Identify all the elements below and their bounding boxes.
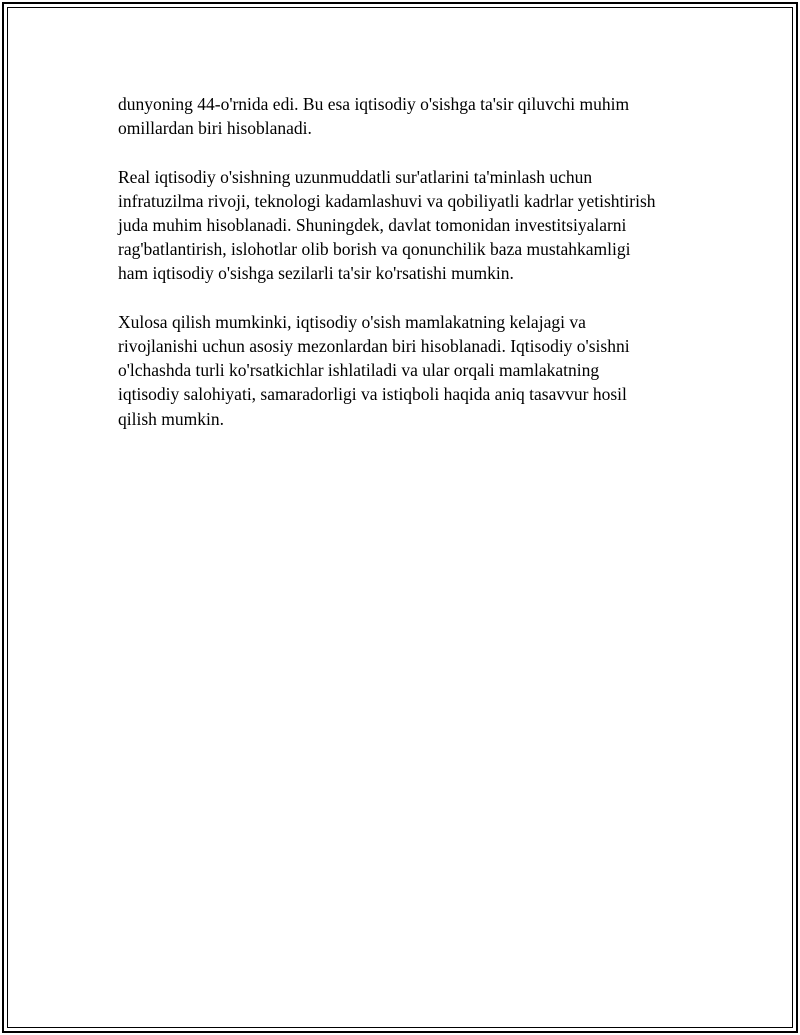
text-line: ham iqtisodiy o'sishga sezilarli ta'sir ko'rsatishi mumkin. — [118, 263, 514, 284]
document-body — [118, 92, 698, 455]
text-line: Xulosa qilish mumkinki, iqtisodiy o'sish mamlakatning kelajagi va — [118, 311, 586, 332]
text-line: Real iqtisodiy o'sishning uzunmuddatli sur'atlarini ta'minlash uchun — [118, 166, 593, 187]
text-line: o'lchashda turli ko'rsatkichlar ishlatiladi va ular orqali mamlakatning — [118, 360, 600, 381]
text-line: juda muhim hisoblanadi. Shuningdek, davlat tomonidan investitsiyalarni — [118, 215, 627, 235]
text-line: iqtisodiy salohiyati, samaradorligi va istiqboli haqida aniq tasavvur hosil — [118, 384, 627, 405]
paragraph-1 — [118, 92, 698, 140]
text-line: infratuzilma rivoji, teknologi kadamlashuvi va qobiliyatli kadrlar yetishtirish — [118, 190, 656, 211]
text-line: rivojlanishi uchun asosiy mezonlardan biri hisoblanadi. Iqtisodiy o'sishni — [118, 336, 630, 356]
text-line: omillardan biri hisoblanadi. — [118, 118, 312, 139]
text-line: qilish mumkin. — [118, 408, 224, 429]
text-line: dunyoning 44-o'rnida edi. Bu esa iqtisodiy o'sishga ta'sir qiluvchi muhim — [118, 94, 630, 114]
text-line: rag'batlantirish, islohotlar olib borish va qonunchilik baza mustahkamligi — [118, 239, 631, 260]
paragraph-2 — [118, 165, 698, 286]
paragraph-3 — [118, 310, 698, 431]
